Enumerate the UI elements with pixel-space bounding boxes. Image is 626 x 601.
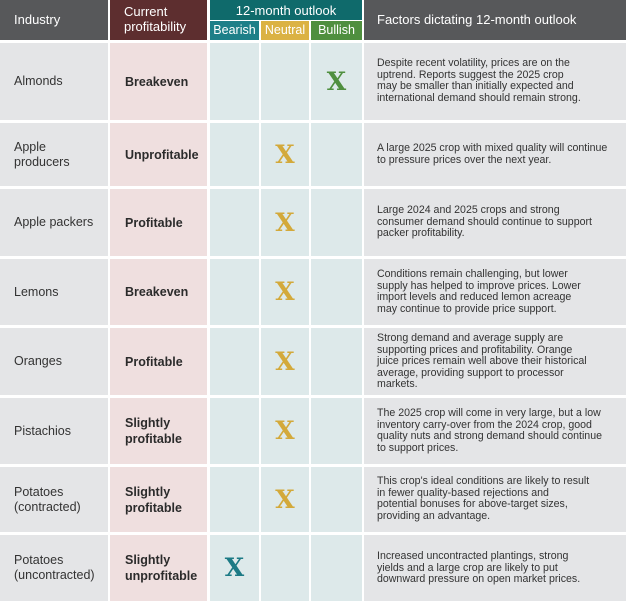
neutral-mark-icon: X	[275, 277, 295, 306]
profitability-cell	[110, 43, 207, 120]
factors-cell	[364, 535, 626, 601]
factors-cell	[364, 467, 626, 532]
table-row	[0, 259, 626, 325]
factors-text-line: supply has helped to improve prices. Lower	[377, 279, 581, 292]
neutral-cell	[261, 123, 309, 186]
header-profitability-line1: Current	[124, 4, 168, 19]
factors-text-line: Increased uncontracted plantings, strong	[377, 550, 569, 562]
industry-label	[14, 354, 62, 369]
bullish-cell	[311, 259, 362, 325]
profitability-cell	[110, 123, 207, 186]
factors-text-line: downward pressure on open market prices.	[377, 573, 581, 586]
factors-text	[377, 143, 622, 166]
profitability-cell	[110, 535, 207, 601]
industry-label	[14, 485, 81, 515]
factors-text-line: average, providing support to processor	[377, 366, 564, 379]
table-row	[0, 398, 626, 464]
bearish-cell	[210, 123, 259, 186]
factors-text-line: to pressure prices over the next year.	[377, 153, 552, 166]
neutral-mark-icon: X	[275, 416, 295, 445]
industry-label-line: Pistachios	[14, 424, 71, 438]
bullish-cell	[311, 535, 362, 601]
factors-cell	[364, 328, 626, 395]
factors-text	[377, 269, 622, 315]
factors-text-line: potential bonuses for above-target sizes,	[377, 498, 568, 511]
profitability-label	[125, 552, 197, 584]
industry-label-line: Apple	[14, 140, 46, 154]
neutral-cell	[261, 189, 309, 256]
industry-label	[14, 74, 63, 89]
industry-label-line: Apple packers	[14, 215, 94, 229]
industry-label-line: Oranges	[14, 354, 62, 368]
profitability-cell	[110, 398, 207, 464]
header-neutral: Neutral	[261, 21, 309, 40]
industry-label-line: Potatoes	[14, 553, 64, 567]
industry-label-line: Potatoes	[14, 485, 64, 499]
profitability-label-line: Profitable	[125, 355, 183, 369]
header-bullish: Bullish	[311, 21, 362, 40]
profitability-label	[125, 484, 182, 516]
industry-label-line: (uncontracted)	[14, 568, 95, 582]
bullish-mark-icon: X	[326, 67, 347, 96]
industry-label-line: producers	[14, 155, 70, 169]
header-factors	[364, 0, 626, 40]
profitability-label	[125, 415, 182, 447]
factors-text-line: supporting prices and profitability. Orange	[377, 343, 573, 356]
factors-text-line: Strong demand and average supply are	[377, 332, 564, 344]
bullish-cell	[311, 43, 362, 120]
industry-label	[14, 215, 93, 230]
table-row	[0, 123, 626, 186]
neutral-cell	[261, 398, 309, 464]
bearish-cell	[210, 43, 259, 120]
profitability-label-line: Slightly	[125, 416, 171, 430]
profitability-cell	[110, 189, 207, 256]
bearish-mark-icon: X	[224, 553, 245, 582]
industry-cell	[0, 398, 108, 464]
industry-cell	[0, 123, 108, 186]
factors-text-line: providing an advantage.	[377, 509, 491, 522]
profitability-label	[125, 354, 183, 370]
profitability-label-line: Profitable	[125, 216, 183, 230]
bullish-cell	[311, 467, 362, 532]
profitability-label-line: Breakeven	[125, 285, 189, 299]
factors-text	[377, 205, 622, 240]
industry-cell	[0, 535, 108, 601]
bearish-cell	[210, 328, 259, 395]
industry-label-line: Almonds	[14, 74, 63, 88]
factors-text-line: markets.	[377, 378, 418, 391]
factors-text-line: import levels and reduced lemon acreage	[377, 291, 572, 304]
factors-cell	[364, 189, 626, 256]
industry-cell	[0, 259, 108, 325]
table-row	[0, 189, 626, 256]
factors-text-line: uptrend. Reports suggest the 2025 crop	[377, 68, 564, 81]
industry-label	[14, 424, 71, 439]
factors-text-line: to support prices.	[377, 441, 459, 454]
factors-cell	[364, 43, 626, 120]
factors-text-line: consumer demand should continue to support	[377, 215, 592, 228]
bearish-cell	[210, 535, 259, 601]
profitability-label	[125, 215, 183, 231]
profitability-label-line: profitable	[125, 501, 182, 515]
profitability-label-line: Slightly	[125, 485, 171, 499]
bearish-cell	[210, 398, 259, 464]
industry-cell	[0, 328, 108, 395]
table-row	[0, 467, 626, 532]
factors-text	[377, 551, 622, 586]
factors-text-line: Conditions remain challenging, but lower	[377, 268, 568, 280]
bullish-cell	[311, 123, 362, 186]
neutral-cell	[261, 43, 309, 120]
factors-text-line: Large 2024 and 2025 crops and strong	[377, 204, 560, 216]
industry-cell	[0, 189, 108, 256]
neutral-cell	[261, 467, 309, 532]
bullish-cell	[311, 328, 362, 395]
header-industry-label: Industry	[14, 12, 61, 27]
factors-text-line: in fewer quality-based rejections and	[377, 486, 549, 499]
industry-label-line: Lemons	[14, 285, 59, 299]
table-row	[0, 535, 626, 601]
neutral-mark-icon: X	[275, 140, 295, 169]
profitability-label	[125, 74, 188, 90]
header-industry	[0, 0, 108, 40]
header-profitability	[110, 0, 207, 40]
factors-text-line: juice prices remain well above their historical	[377, 355, 587, 368]
factors-text-line: may continue to provide price support.	[377, 302, 557, 315]
neutral-mark-icon: X	[275, 485, 295, 514]
neutral-mark-icon: X	[275, 347, 295, 376]
industry-label	[14, 553, 95, 583]
profitability-cell	[110, 467, 207, 532]
factors-text-line: Despite recent volatility, prices are on the	[377, 57, 570, 69]
factors-text	[377, 333, 622, 391]
industry-cell	[0, 467, 108, 532]
bullish-cell	[311, 398, 362, 464]
neutral-cell	[261, 535, 309, 601]
factors-text-line: packer profitability.	[377, 227, 465, 240]
profitability-label-line: unprofitable	[125, 569, 198, 583]
profitability-cell	[110, 328, 207, 395]
industry-cell	[0, 43, 108, 120]
factors-text	[377, 476, 622, 522]
factors-cell	[364, 123, 626, 186]
factors-cell	[364, 259, 626, 325]
factors-text-line: A large 2025 crop with mixed quality will continue	[377, 142, 608, 154]
factors-text	[377, 58, 622, 104]
header-bearish: Bearish	[210, 21, 259, 40]
profitability-label-line: Slightly	[125, 553, 171, 567]
table-row	[0, 328, 626, 395]
header-outlook-label: 12-month outlook	[235, 3, 337, 18]
factors-text	[377, 408, 622, 454]
industry-label-line: (contracted)	[14, 500, 81, 514]
neutral-cell	[261, 259, 309, 325]
table-row	[0, 43, 626, 120]
bullish-cell	[311, 189, 362, 256]
factors-text-line: international demand should remain strong.	[377, 91, 581, 104]
bearish-cell	[210, 259, 259, 325]
profitability-cell	[110, 259, 207, 325]
industry-label	[14, 285, 58, 300]
header-factors-label: Factors dictating 12-month outlook	[377, 12, 577, 27]
factors-text-line: This crop's ideal conditions are likely to result	[377, 475, 590, 487]
profitability-label	[125, 284, 188, 300]
factors-text-line: may be smaller than initially expected and	[377, 80, 574, 93]
profitability-label-line: Breakeven	[125, 75, 189, 89]
profitability-label-line: profitable	[125, 432, 182, 446]
neutral-cell	[261, 328, 309, 395]
bearish-cell	[210, 189, 259, 256]
factors-text-line: inventory carry-over from the 2024 crop, good	[377, 418, 592, 431]
industry-label	[14, 140, 70, 170]
header-profitability-line2: profitability	[124, 19, 187, 34]
neutral-mark-icon: X	[275, 208, 295, 237]
profitability-label	[125, 147, 199, 163]
header-outlook	[210, 0, 362, 20]
factors-cell	[364, 398, 626, 464]
factors-text-line: yields and a large crop are likely to put	[377, 561, 558, 574]
profitability-label-line: Unprofitable	[125, 148, 199, 162]
bearish-cell	[210, 467, 259, 532]
factors-text-line: quality nuts and strong demand should continue	[377, 430, 602, 443]
factors-text-line: The 2025 crop will come in very large, but a low	[377, 407, 601, 419]
